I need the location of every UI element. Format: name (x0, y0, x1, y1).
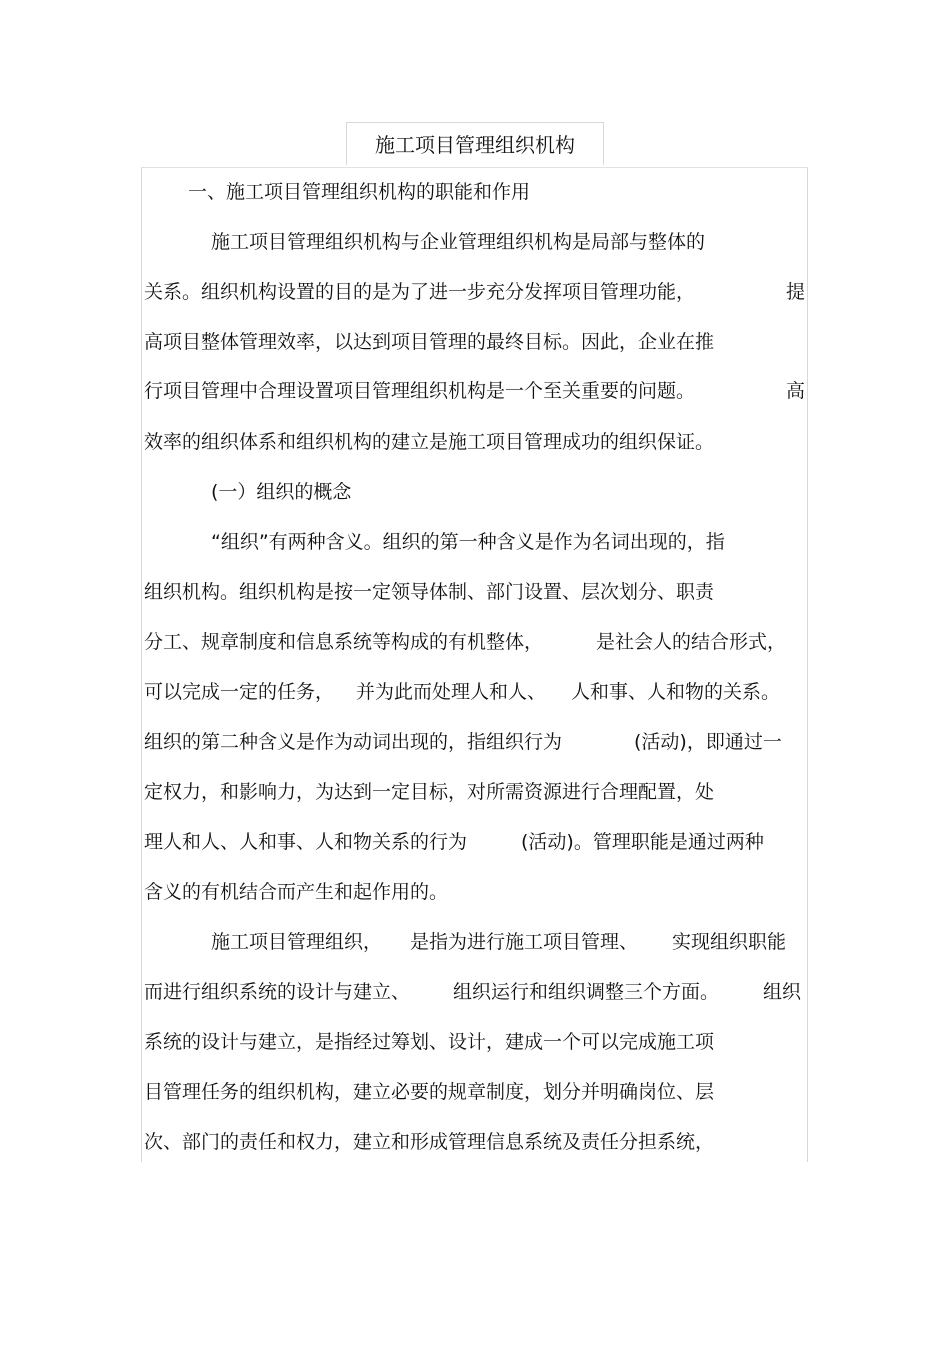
paragraph-line: 提 (786, 281, 806, 303)
paragraph-line: 目管理任务的组织机构，建立必要的规章制度，划分并明确岗位、层 (144, 1081, 715, 1103)
paragraph-line: 组织机构。组织机构是按一定领导体制、部门设置、层次划分、职责 (144, 581, 715, 603)
paragraph-line: 关系。组织机构设置的目的是为了进一步充分发挥项目管理功能， (144, 281, 696, 303)
paragraph-line: (活动)，即通过一 (634, 731, 782, 753)
paragraph-line: 并为此而处理人和人、 (356, 681, 547, 703)
text-frame (141, 167, 808, 1162)
paragraph-line: 施工项目管理组织， (211, 931, 383, 953)
paragraph-line: 而进行组织系统的设计与建立、 (144, 981, 411, 1003)
paragraph-line: 次、部门的责任和权力，建立和形成管理信息系统及责任分担系统， (144, 1131, 715, 1153)
paragraph-line: 人和事、人和物的关系。 (571, 681, 781, 703)
paragraph-line: 系统的设计与建立，是指经过筹划、设计，建成一个可以完成施工项 (144, 1031, 715, 1053)
paragraph-line: 施工项目管理组织机构与企业管理组织机构是局部与整体的 (211, 231, 706, 253)
paragraph-line: 理人和人、人和事、人和物关系的行为 (144, 831, 468, 853)
section-heading: 一、施工项目管理组织机构的职能和作用 (188, 181, 531, 203)
document-title: 施工项目管理组织机构 (375, 133, 575, 157)
paragraph-line: 组织 (763, 981, 802, 1003)
paragraph-line: “组织”有两种含义。组织的第一种含义是作为名词出现的，指 (211, 531, 725, 553)
paragraph-line: 可以完成一定的任务， (144, 681, 335, 703)
paragraph-line: 高项目整体管理效率，以达到项目管理的最终目标。因此，企业在推 (144, 331, 715, 353)
paragraph-line: 定权力，和影响力，为达到一定目标，对所需资源进行合理配置，处 (144, 781, 715, 803)
paragraph-line: 分工、规章制度和信息系统等构成的有机整体， (144, 631, 544, 653)
paragraph-line: 高 (786, 380, 806, 402)
paragraph-line: 实现组织职能 (672, 931, 787, 953)
paragraph-line: 是社会人的结合形式， (596, 631, 787, 653)
paragraph-line: 行项目管理中合理设置项目管理组织机构是一个至关重要的问题。 (144, 380, 696, 402)
paragraph-line: (活动)。管理职能是通过两种 (521, 831, 764, 853)
paragraph-line: 效率的组织体系和组织机构的建立是施工项目管理成功的组织保证。 (144, 431, 715, 453)
paragraph-line: 组织的第二种含义是作为动词出现的，指组织行为 (144, 731, 563, 753)
paragraph-line: 是指为进行施工项目管理、 (410, 931, 639, 953)
subsection-heading: (一）组织的概念 (211, 481, 352, 503)
paragraph-line: 组织运行和组织调整三个方面。 (453, 981, 720, 1003)
paragraph-line: 含义的有机结合而产生和起作用的。 (144, 881, 449, 903)
